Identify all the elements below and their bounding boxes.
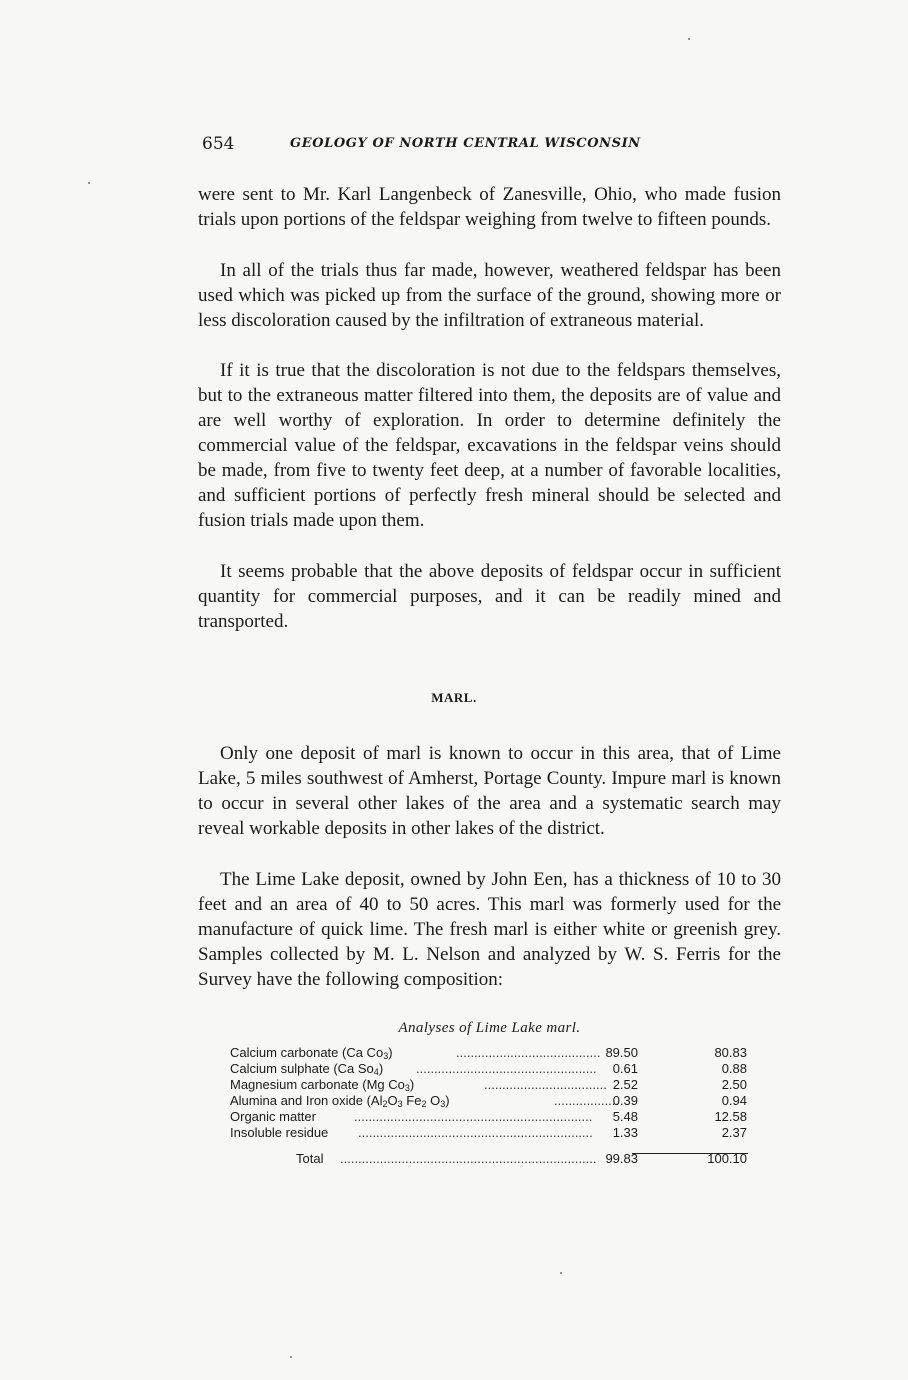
scan-speck <box>290 1356 292 1358</box>
value-2: 2.50 <box>721 1077 747 1092</box>
table-row <box>230 1061 750 1077</box>
row-label: Alumina and Iron oxide ($Al_2O_3$ $Fe_2$ $O_3$) <box>230 1093 450 1109</box>
total-label: Total <box>296 1151 324 1166</box>
table-title: Analyses of Lime Lake marl. <box>398 1020 581 1036</box>
running-title: GEOLOGY OF NORTH CENTRAL WISCONSIN <box>290 136 641 151</box>
value-2: 0.94 <box>721 1093 747 1108</box>
table-row <box>230 1093 750 1109</box>
scan-speck <box>688 38 690 40</box>
value-1: 89.50 <box>605 1045 638 1060</box>
table-row <box>230 1077 750 1093</box>
scan-speck <box>88 182 90 184</box>
dot-leader: ....................................................................... <box>340 1151 597 1166</box>
dot-leader: ........................................ <box>456 1045 601 1060</box>
row-label: Calcium sulphate (Ca $So_4$) <box>230 1061 384 1077</box>
table-row <box>230 1109 750 1125</box>
dot-leader: ................................................................. <box>358 1125 593 1140</box>
dot-leader: .................................................................. <box>354 1109 593 1124</box>
dot-leader: .................................................. <box>416 1061 597 1076</box>
body-paragraph: In all of the trials thus far made, however, weathered feldspar has been used which was picked up from the surface of the ground, showing more or less discoloration caused by the infiltration of extraneous material. <box>198 260 781 331</box>
scan-speck <box>560 1272 562 1274</box>
total-value-2: 100.10 <box>707 1151 747 1166</box>
section-heading: MARL. <box>431 690 477 705</box>
body-paragraph: The Lime Lake deposit, owned by John Een, has a thickness of 10 to 30 feet and an area of 40 to 50 acres. This marl was formerly used for the manufacture of quick lime. The fresh marl is either white or greenish grey. Samples collected by M. L. Nelson and analyzed by W. S. Ferris for the Survey have the following composition: <box>198 869 781 990</box>
total-row <box>230 1151 750 1167</box>
body-paragraph: Only one deposit of marl is known to occur in this area, that of Lime Lake, 5 miles southwest of Amherst, Portage County. Impure marl is known to occur in several other lakes of the area and a systematic search may reveal workable deposits in other lakes of the district. <box>198 743 781 839</box>
value-1: 2.52 <box>612 1077 638 1092</box>
value-2: 12.58 <box>714 1109 747 1124</box>
row-label: Organic matter <box>230 1109 316 1124</box>
total-value-1: 99.83 <box>605 1151 638 1166</box>
table-row <box>230 1045 750 1061</box>
value-2: 2.37 <box>721 1125 747 1140</box>
value-2: 0.88 <box>721 1061 747 1076</box>
page-number: 654 <box>202 134 235 154</box>
body-paragraph: If it is true that the discoloration is not due to the feldspars themselves, but to the extraneous matter filtered into them, the deposits are of value and are well worthy of exploration. In order to determine definitely the commercial value of the feldspar, excavations in the feldspar veins should be made, from five to twenty feet deep, at a number of favorable localities, and sufficient portions of perfectly fresh mineral should be selected and fusion trials made upon them. <box>198 360 781 531</box>
table-row <box>230 1125 750 1141</box>
value-2: 80.83 <box>714 1045 747 1060</box>
row-label: Magnesium carbonate (Mg $Co_3$) <box>230 1077 415 1093</box>
page-header <box>202 134 702 156</box>
value-1: 5.48 <box>612 1109 638 1124</box>
value-1: 0.39 <box>612 1093 638 1108</box>
value-1: 0.61 <box>612 1061 638 1076</box>
row-label: Calcium carbonate (Ca $Co_3$) <box>230 1045 393 1061</box>
analysis-table <box>230 1045 750 1167</box>
row-label: Insoluble residue <box>230 1125 329 1140</box>
body-paragraph: It seems probable that the above deposits of feldspar occur in sufficient quantity for commercial purposes, and it can be readily mined and transported. <box>198 561 781 632</box>
dot-leader: .................................. <box>484 1077 607 1092</box>
body-paragraph: were sent to Mr. Karl Langenbeck of Zanesville, Ohio, who made fusion trials upon portions of the feldspar weighing from twelve to fifteen pounds. <box>198 184 781 230</box>
value-1: 1.33 <box>612 1125 638 1140</box>
dot-leader: .................. <box>554 1093 620 1108</box>
